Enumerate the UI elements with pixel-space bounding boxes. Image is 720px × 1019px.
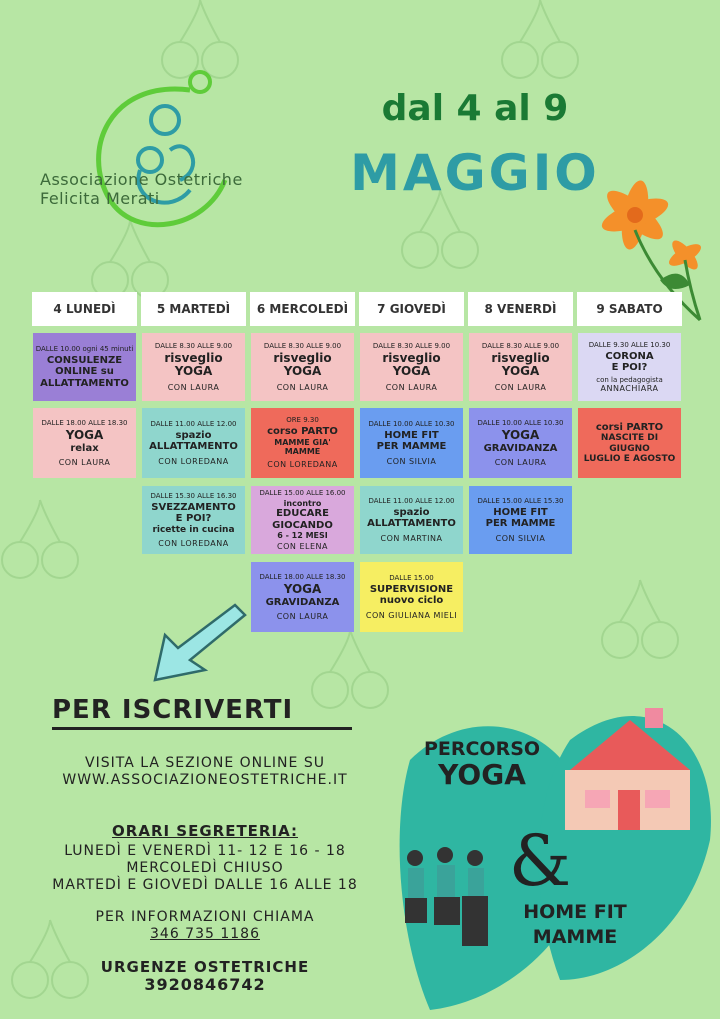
event-risveglio-yoga [360, 333, 463, 401]
info-text: PER INFORMAZIONI CHIAMA [95, 909, 315, 925]
day-header-friday: 8 VENERDÌ [468, 292, 573, 326]
event-time: DALLE 8.30 ALLE 9.00 [263, 341, 342, 350]
event-title: YOGA [283, 581, 322, 596]
event-title: YOGA [501, 364, 540, 379]
event-risveglio-yoga [251, 333, 354, 401]
event-title: ALLATTAMENTO [149, 441, 238, 453]
event-title: risveglio [273, 350, 332, 365]
event-time: DALLE 9.30 ALLE 10.30 [588, 340, 671, 349]
event-title: MAMME [284, 447, 321, 457]
event-corsi-parto [578, 408, 681, 478]
event-time: DALLE 10.00 ogni 45 minuti [35, 344, 134, 353]
event-risveglio-yoga [469, 333, 572, 401]
event-host: CON GIULIANA MIELI [365, 610, 458, 620]
event-title: GIUGNO [609, 443, 650, 454]
event-host: CON LAURA [58, 458, 111, 468]
event-title: YOGA [65, 427, 104, 442]
event-title: YOGA [392, 364, 431, 379]
event-time: DALLE 8.30 ALLE 9.00 [372, 341, 451, 350]
event-time: DALLE 18.00 ALLE 18.30 [259, 572, 346, 581]
event-host: CON ELENA [277, 541, 328, 551]
event-subtitle: con la pedagogista [596, 375, 663, 384]
title-dates: dal 4 al 9 [381, 88, 569, 129]
event-title: MAMME GIA' [274, 437, 331, 447]
event-home-fit [469, 486, 572, 554]
hours-line: LUNEDÌ E VENERDÌ 11- 12 E 16 - 18 [64, 843, 346, 859]
event-host: CON LAURA [167, 383, 220, 393]
event-host: CON LAURA [494, 458, 547, 468]
event-title: GRAVIDANZA [265, 596, 340, 608]
event-title: ONLINE su [55, 366, 114, 378]
event-time: DALLE 10.00 ALLE 10.30 [477, 418, 564, 427]
event-host: CON LAURA [276, 383, 329, 393]
event-title: YOGA [283, 364, 322, 379]
promo-yoga [412, 738, 552, 791]
event-title: ricette in cucina [152, 524, 235, 535]
event-host: ANNACHIARA [600, 383, 659, 393]
event-title: CONSULENZE [46, 354, 123, 366]
event-host: CON LAURA [276, 612, 329, 622]
event-time: DALLE 8.30 ALLE 9.00 [481, 341, 560, 350]
promo-line: YOGA [438, 758, 526, 791]
event-time: DALLE 10.00 ALLE 10.30 [368, 419, 455, 428]
event-corso-parto [251, 408, 354, 478]
hours-line: MARTEDÌ E GIOVEDÌ DALLE 16 ALLE 18 [52, 877, 358, 893]
promo-line: PERCORSO [423, 738, 541, 760]
phone-link[interactable]: 346 735 1186 [150, 926, 260, 942]
promo-line: MAMME [532, 925, 618, 948]
event-yoga-gravidanza [251, 562, 354, 632]
promo-homefit [505, 900, 645, 949]
hours-title: ORARI SEGRETERIA: [112, 822, 298, 840]
event-supervisione [360, 562, 463, 632]
event-spazio-allattamento [360, 486, 463, 554]
event-title: risveglio [491, 350, 550, 365]
event-host: CON LOREDANA [158, 456, 229, 466]
event-time: DALLE 15.30 ALLE 16.30 [150, 491, 237, 500]
event-title: CORONA [605, 350, 654, 362]
logo-text: Associazione Ostetriche Felicita Merati [40, 170, 243, 208]
event-title: YOGA [174, 364, 213, 379]
event-title: HOME FIT [493, 506, 548, 518]
event-host: CON LOREDANA [158, 539, 229, 549]
event-title: SVEZZAMENTO [151, 501, 236, 513]
event-title: E POI? [611, 362, 648, 374]
event-educare-giocando [251, 486, 354, 554]
event-title: spazio [393, 506, 430, 518]
website-link[interactable]: WWW.ASSOCIAZIONEOSTETRICHE.IT [62, 772, 348, 788]
event-title: PER MAMME [485, 518, 556, 530]
day-header-monday: 4 LUNEDÌ [32, 292, 137, 326]
promo-line: HOME FIT [523, 901, 627, 923]
event-title: spazio [175, 429, 212, 441]
event-title: 6 - 12 MESI [277, 531, 328, 541]
event-title: SUPERVISIONE [369, 583, 454, 595]
urgent-phone[interactable]: 3920846742 [144, 975, 266, 994]
event-host: CON SILVIA [386, 456, 437, 466]
event-yoga-gravidanza [469, 408, 572, 478]
event-time: DALLE 18.00 ALLE 18.30 [41, 418, 128, 427]
event-title: EDUCARE [276, 508, 329, 520]
association-logo [40, 60, 280, 260]
event-title: E POI? [175, 513, 212, 525]
day-header-thursday: 7 GIOVEDÌ [359, 292, 464, 326]
day-header-saturday: 9 SABATO [577, 292, 682, 326]
event-title: LUGLIO E AGOSTO [583, 453, 676, 464]
event-spazio-allattamento [142, 408, 245, 478]
event-title: relax [70, 442, 99, 454]
event-time: DALLE 11.00 ALLE 12.00 [368, 496, 455, 505]
event-title: ALLATTAMENTO [40, 377, 129, 389]
event-time: DALLE 15.00 ALLE 15.30 [477, 496, 564, 505]
event-time: DALLE 15.00 [389, 573, 434, 582]
event-consulenze [33, 333, 136, 401]
event-title: nuovo ciclo [379, 595, 444, 607]
signup-title: PER ISCRIVERTI [52, 695, 352, 730]
event-time: DALLE 15.00 ALLE 16.00 [259, 489, 346, 498]
event-title: PER MAMME [376, 441, 447, 453]
event-corona-e-poi [578, 333, 681, 401]
arrow-down-left-icon [150, 600, 250, 685]
event-title: risveglio [164, 350, 223, 365]
day-header-wednesday: 6 MERCOLEDÌ [250, 292, 355, 326]
day-header-tuesday: 5 MARTEDÌ [141, 292, 246, 326]
event-title: HOME FIT [384, 429, 439, 441]
event-title: GRAVIDANZA [483, 442, 558, 454]
visit-text: VISITA LA SEZIONE ONLINE SU [85, 755, 325, 771]
event-host: CON MARTINA [380, 533, 443, 543]
event-title: corso PARTO [267, 426, 338, 438]
event-prefix: incontro [283, 499, 322, 509]
event-host: CON LAURA [385, 383, 438, 393]
event-svezzamento [142, 486, 245, 554]
event-host: CON SILVIA [495, 533, 546, 543]
event-host: CON LOREDANA [267, 460, 338, 470]
event-title: GIOCANDO [272, 519, 333, 531]
hours-line: MERCOLEDÌ CHIUSO [126, 860, 284, 876]
promo-ampersand: & [508, 820, 572, 902]
event-host: CON LAURA [494, 383, 547, 393]
event-risveglio-yoga [142, 333, 245, 401]
event-yoga-relax [33, 408, 136, 478]
event-time: ORE 9.30 [286, 416, 319, 425]
title-month: MAGGIO [350, 144, 600, 202]
event-title: YOGA [501, 427, 540, 442]
event-title: NASCITE DI [600, 433, 659, 444]
event-time: DALLE 8.30 ALLE 9.00 [154, 341, 233, 350]
event-time: DALLE 11.00 ALLE 12.00 [150, 419, 237, 428]
urgent-title: URGENZE OSTETRICHE [100, 958, 310, 976]
event-title: corsi PARTO [595, 421, 664, 433]
event-title: ALLATTAMENTO [367, 518, 456, 530]
event-title: risveglio [382, 350, 441, 365]
event-home-fit [360, 408, 463, 478]
